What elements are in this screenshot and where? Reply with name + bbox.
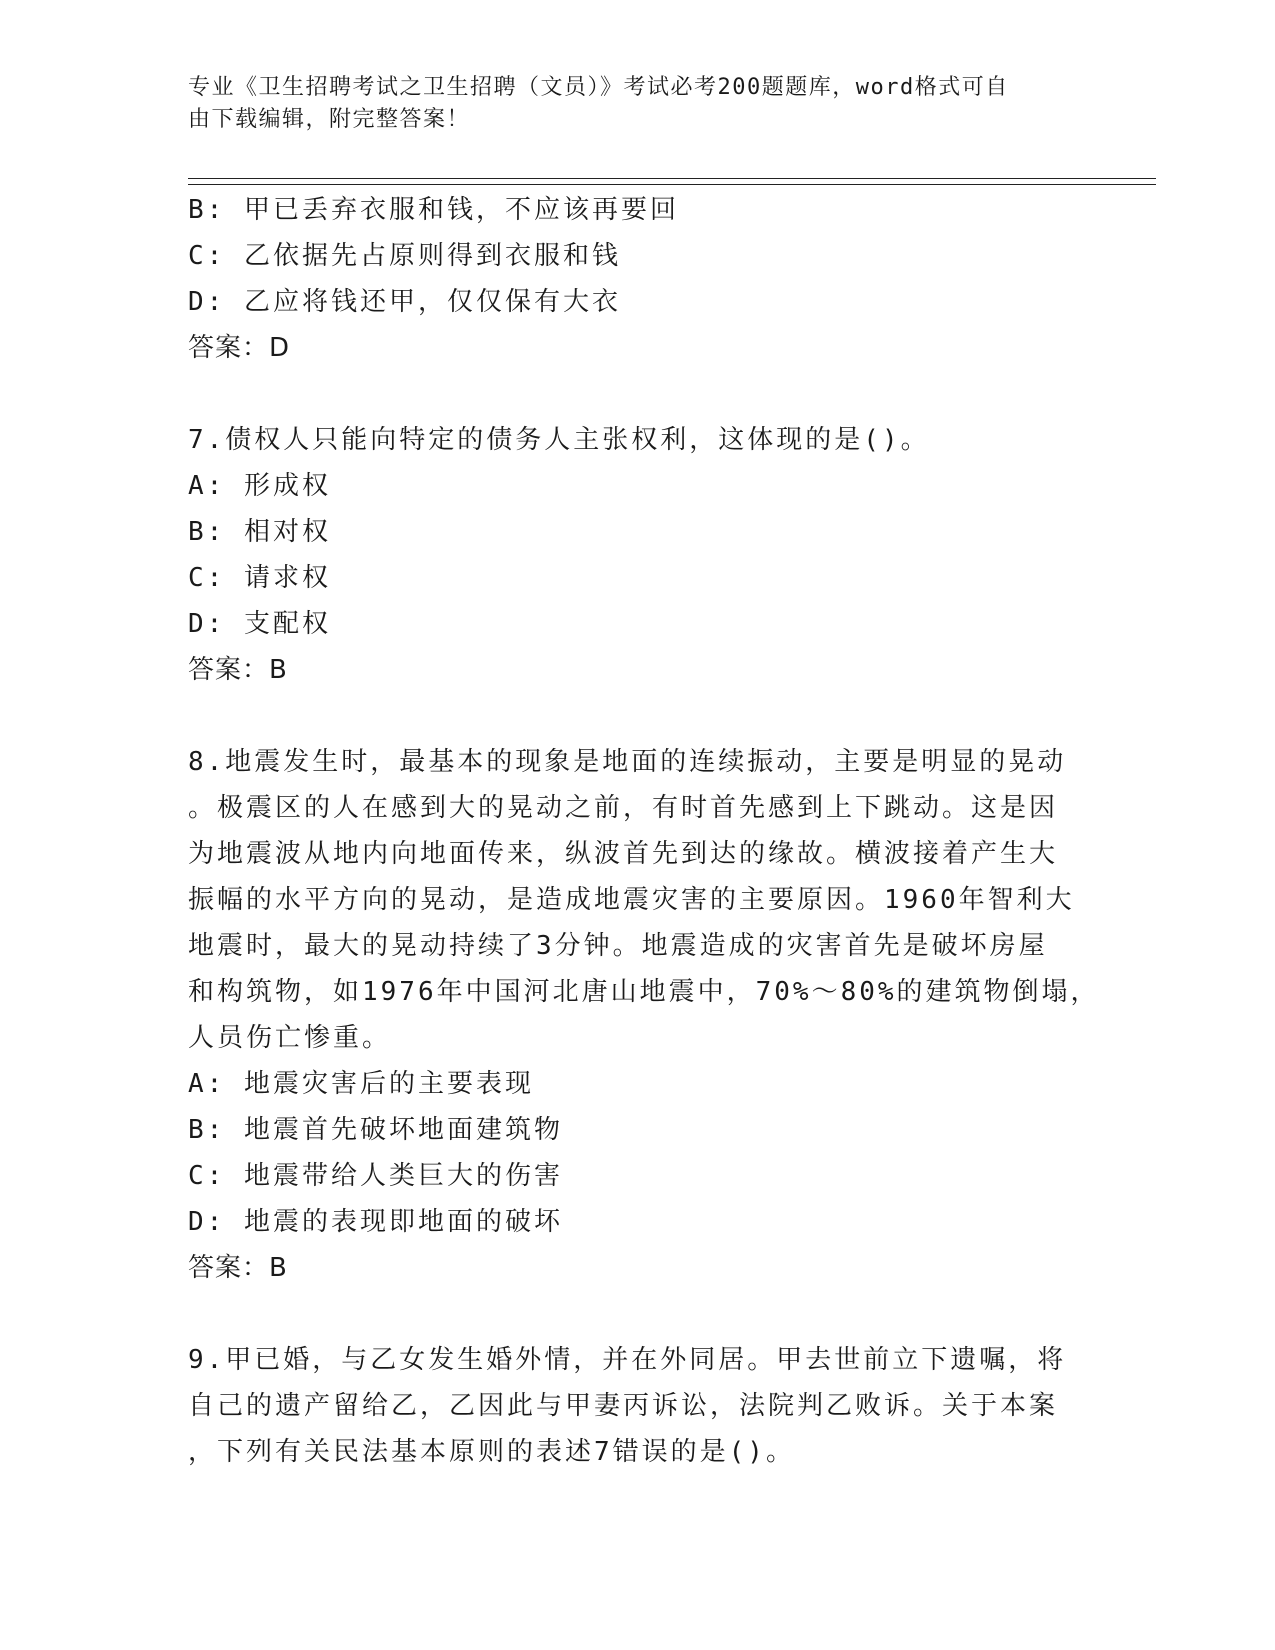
question-8-text-line: 8.地震发生时，最基本的现象是地面的连续振动，主要是明显的晃动: [188, 747, 1067, 777]
header-line-2: 由下载编辑，附完整答案！: [188, 107, 471, 132]
question-8-text-line: 为地震波从地内向地面传来，纵波首先到达的缘故。横波接着产生大: [188, 839, 1059, 869]
document-header: [188, 72, 1068, 136]
question-6-option-c: C: 乙依据先占原则得到衣服和钱: [188, 241, 621, 271]
question-7-option-c: C: 请求权: [188, 563, 331, 593]
question-9-text-line: 9.甲已婚，与乙女发生婚外情，并在外同居。甲去世前立下遗嘱，将: [188, 1345, 1067, 1375]
question-8-option-b: B: 地震首先破坏地面建筑物: [188, 1115, 563, 1145]
question-7-text: 7.债权人只能向特定的债务人主张权利，这体现的是()。: [188, 425, 930, 455]
question-7-answer: 答案：B: [188, 655, 288, 685]
question-6-option-b: B: 甲已丢弃衣服和钱，不应该再要回: [188, 195, 679, 225]
question-9-text-line: ，下列有关民法基本原则的表述7错误的是()。: [188, 1437, 795, 1467]
spacer: [188, 371, 1068, 417]
question-9-text-line: 自己的遗产留给乙，乙因此与甲妻丙诉讼，法院判乙败诉。关于本案: [188, 1391, 1059, 1421]
question-7-block: [188, 417, 1068, 693]
question-8-answer: 答案：B: [188, 1253, 288, 1283]
question-6-answer: 答案：D: [188, 333, 291, 363]
question-6-option-d: D: 乙应将钱还甲，仅仅保有大衣: [188, 287, 621, 317]
question-8-text-line: 振幅的水平方向的晃动，是造成地震灾害的主要原因。1960年智利大: [188, 885, 1075, 915]
question-8-text-line: 地震时，最大的晃动持续了3分钟。地震造成的灾害首先是破坏房屋: [188, 931, 1048, 961]
question-9-block: [188, 1337, 1068, 1475]
question-8-block: [188, 739, 1100, 1291]
question-8-option-a: A: 地震灾害后的主要表现: [188, 1069, 534, 1099]
question-8-text-line: 。极震区的人在感到大的晃动之前，有时首先感到上下跳动。这是因: [188, 793, 1059, 823]
spacer: [188, 693, 1068, 739]
question-7-option-d: D: 支配权: [188, 609, 331, 639]
question-8-text-line: 和构筑物，如1976年中国河北唐山地震中，70%～80%的建筑物倒塌，: [188, 977, 1100, 1007]
question-8-text-line: 人员伤亡惨重。: [188, 1023, 392, 1053]
spacer: [188, 1291, 1068, 1337]
document-body: [188, 187, 1100, 1475]
header-divider-bottom: [188, 184, 1156, 185]
question-7-option-a: A: 形成权: [188, 471, 331, 501]
question-6-block: [188, 187, 1068, 371]
header-line-1: 专业《卫生招聘考试之卫生招聘（文员）》考试必考200题题库，word格式可自: [188, 75, 1009, 100]
question-8-option-d: D: 地震的表现即地面的破坏: [188, 1207, 563, 1237]
question-7-option-b: B: 相对权: [188, 517, 331, 547]
question-8-option-c: C: 地震带给人类巨大的伤害: [188, 1161, 563, 1191]
header-divider-top: [188, 178, 1156, 179]
